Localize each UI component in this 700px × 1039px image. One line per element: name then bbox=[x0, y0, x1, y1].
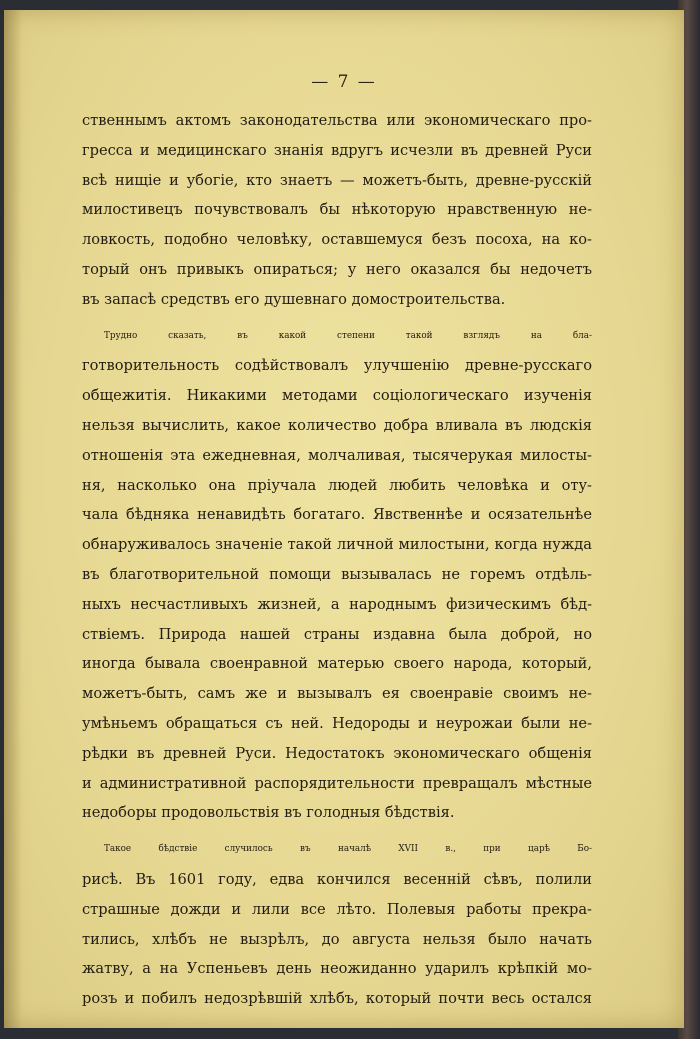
text-line: иногда бывала своенравной матерью своего народа, который, bbox=[82, 655, 592, 673]
text-line: ловкость, подобно человѣку, оставшемуся безъ посоха, на ко- bbox=[82, 231, 592, 249]
text-line: ственнымъ актомъ законодательства или экономическаго про- bbox=[82, 112, 592, 129]
text-line: торый онъ привыкъ опираться; у него оказался бы недочетъ bbox=[82, 260, 592, 278]
paragraph-1 bbox=[82, 106, 592, 315]
text-line: рѣдки въ древней Руси. Недостатокъ экономическаго общенія bbox=[82, 744, 592, 762]
text-line: всѣ нищіе и убогіе, кто знаетъ — можетъ-быть, древне-русскій bbox=[82, 171, 592, 189]
text-line: общежитія. Никакими методами соціологическаго изученія bbox=[82, 387, 592, 405]
page-body-text bbox=[82, 106, 592, 1014]
text-line: тились, хлѣбъ не вызрѣлъ, до августа нельзя было начать bbox=[82, 930, 592, 948]
text-line: гресса и медицинскаго знанія вдругъ исчезли въ древней Руси bbox=[82, 141, 592, 159]
text-line: Трудно сказать, въ какой степени такой взглядъ на бла- bbox=[104, 330, 592, 341]
text-line: ня, насколько она пріучала людей любить человѣка и оту- bbox=[82, 476, 592, 494]
paragraph-3 bbox=[82, 835, 592, 1014]
text-line: можетъ-быть, самъ же и вызывалъ ея своенравіе своимъ не- bbox=[82, 685, 592, 703]
text-line: жатву, а на Успеньевъ день неожиданно ударилъ крѣпкій мо- bbox=[82, 960, 592, 978]
text-line: чала бѣдняка ненавидѣть богатаго. Явственнѣе и осязательнѣе bbox=[82, 506, 592, 524]
page-number: — 7 — bbox=[311, 72, 377, 92]
text-line: въ запасѣ средствъ его душевнаго домостроительства. bbox=[82, 290, 506, 308]
text-line: страшные дожди и лили все лѣто. Полевыя работы прекра- bbox=[82, 900, 592, 918]
text-line: и административной распорядительности превращалъ мѣстные bbox=[82, 774, 592, 792]
text-line: Такое бѣдствіе случилось въ началѣ XVII в., при царѣ Бо- bbox=[104, 844, 592, 855]
text-line: готворительность содѣйствовалъ улучшенію древне-русскаго bbox=[82, 357, 592, 375]
text-line: розъ и побилъ недозрѣвшій хлѣбъ, который почти весь остался bbox=[82, 990, 592, 1008]
paragraph-2 bbox=[82, 322, 592, 829]
text-line: нельзя вычислить, какое количество добра вливала въ людскія bbox=[82, 416, 592, 434]
text-line: отношенія эта ежедневная, молчаливая, тысячерукая милосты- bbox=[82, 446, 592, 464]
text-line: недоборы продовольствія въ голодныя бѣдствія. bbox=[82, 804, 455, 822]
text-line: въ благотворительной помощи вызывалась не горемъ отдѣль- bbox=[82, 565, 592, 583]
text-line: рисѣ. Въ 1601 году, едва кончился весенній сѣвъ, полили bbox=[82, 870, 592, 888]
book-page bbox=[4, 10, 684, 1028]
text-line: умѣньемъ обращаться съ ней. Недороды и неурожаи были не- bbox=[82, 714, 592, 732]
page-gutter-shadow bbox=[4, 10, 22, 1028]
text-line: милостивецъ почувствовалъ бы нѣкоторую нравственную не- bbox=[82, 201, 592, 219]
text-line: ныхъ несчастливыхъ жизней, а народнымъ физическимъ бѣд- bbox=[82, 595, 592, 613]
text-line: обнаруживалось значеніе такой личной милостыни, когда нужда bbox=[82, 536, 592, 554]
text-line: ствіемъ. Природа нашей страны издавна была доброй, но bbox=[82, 625, 592, 643]
